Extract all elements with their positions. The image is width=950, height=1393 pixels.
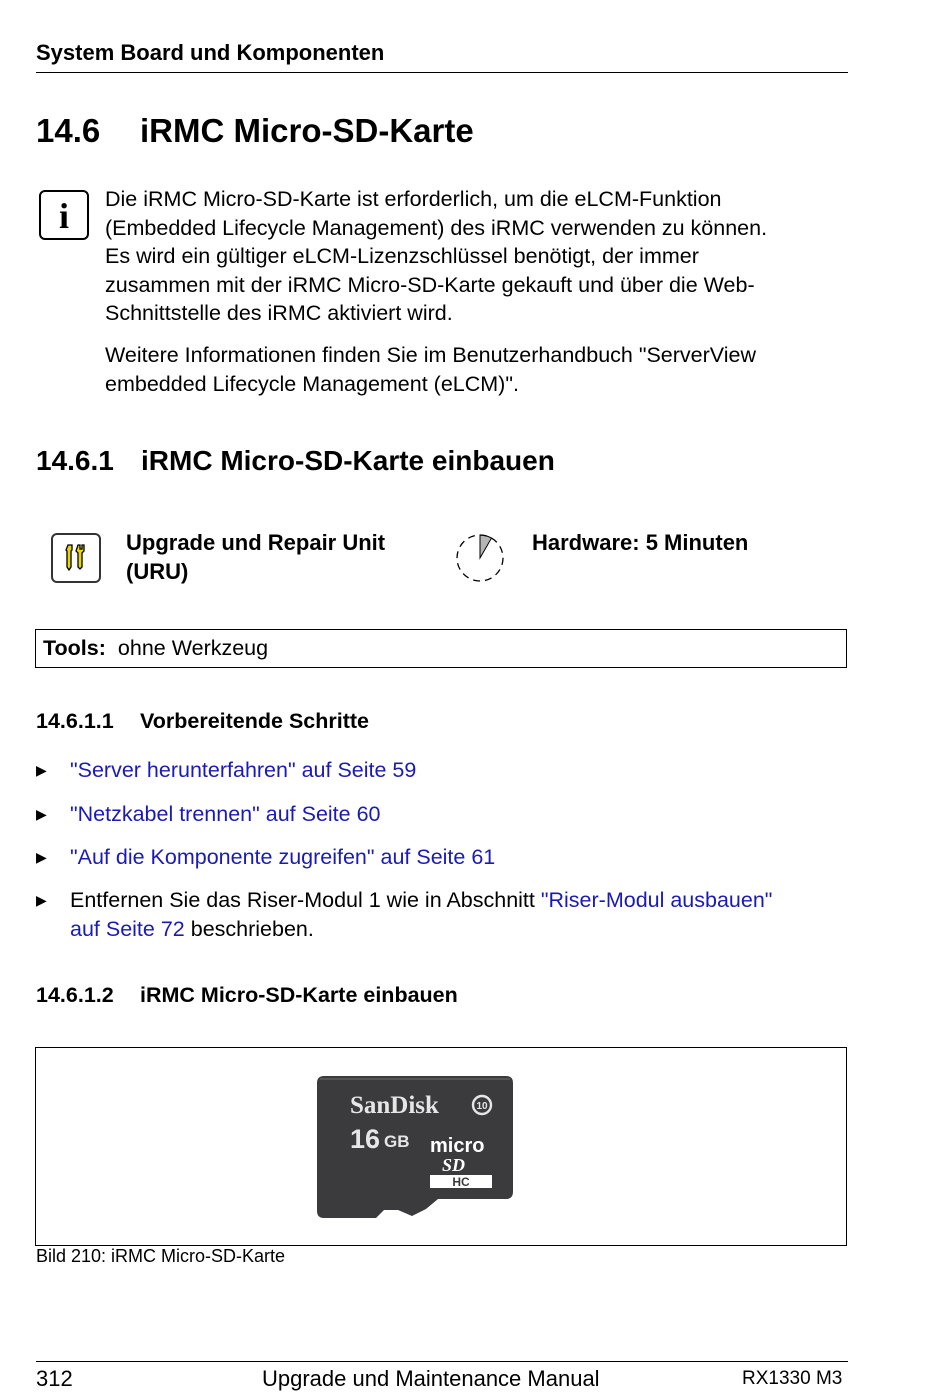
uru-label [126,528,385,586]
install-number: 14.6.1.2 [36,983,114,1007]
section-title: iRMC Micro-SD-Karte [140,112,474,149]
xref-link[interactable]: auf Seite 72 [70,916,185,941]
bullet-arrow-icon: ▶ [36,762,47,778]
card-brand: SanDisk [350,1092,439,1119]
xref-link[interactable]: "Riser-Modul ausbauen" [540,888,773,912]
note-line: Weitere Informationen finden Sie im Benutzerhandbuch "ServerView [105,343,757,367]
info-note-more [105,341,840,398]
time-estimate: Hardware: 5 Minuten [532,530,749,555]
subsection-number: 14.6.1 [36,445,114,476]
card-unit: GB [384,1132,410,1151]
tools-label: Tools: [43,636,106,660]
uru-line: (URU) [126,559,189,584]
note-line: embedded Lifecycle Management (eLCM)". [105,371,519,396]
step-text: Entfernen Sie das Riser-Modul 1 wie in Abschnitt [70,888,541,912]
section-number: 14.6 [36,112,101,149]
install-title: iRMC Micro-SD-Karte einbauen [140,983,458,1007]
tools-box [35,629,847,668]
xref-link[interactable]: "Netzkabel trennen" auf Seite 60 [70,802,381,826]
prep-number: 14.6.1.1 [36,709,114,733]
card-logo-mid: SD [442,1155,466,1175]
note-line: (Embedded Lifecycle Management) des iRMC verwenden zu können. [105,215,768,240]
footer-rule [36,1361,848,1362]
info-icon: i [39,190,89,240]
note-line: zusammen mit der iRMC Micro-SD-Karte gekauft und über die Web- [105,272,755,297]
info-note [105,185,840,328]
wrench-screwdriver-icon [51,533,101,583]
page-number: 312 [36,1366,73,1391]
running-header: System Board und Komponenten [36,40,385,65]
note-line: Es wird ein gültiger eLCM-Lizenzschlüssel benötigt, der immer [105,244,699,268]
prep-title: Vorbereitende Schritte [140,709,369,733]
card-class: 10 [476,1101,488,1112]
prep-heading [36,709,369,734]
bullet-arrow-icon: ▶ [36,806,47,822]
note-line: Die iRMC Micro-SD-Karte ist erforderlich, um die eLCM-Funktion [105,187,722,211]
section-heading [36,112,474,150]
xref-link[interactable]: "Server herunterfahren" auf Seite 59 [70,758,417,782]
micro-sd-card-image [314,1074,516,1222]
model-name: RX1330 M3 [742,1368,843,1389]
bullet-arrow-icon: ▶ [36,892,47,908]
card-logo-top: micro [430,1135,485,1157]
tools-value: ohne Werkzeug [117,636,269,660]
subsection-heading [36,445,555,477]
card-logo-bottom: HC [452,1175,470,1189]
bullet-arrow-icon: ▶ [36,849,47,865]
clock-icon [452,530,508,586]
note-line: Schnittstelle des iRMC aktiviert wird. [105,301,453,325]
figure-frame [35,1047,847,1246]
header-rule [36,72,848,73]
uru-line: Upgrade und Repair Unit [126,530,386,555]
figure-caption: Bild 210: iRMC Micro-SD-Karte [36,1246,286,1266]
card-capacity: 16 [350,1124,381,1154]
xref-link[interactable]: "Auf die Komponente zugreifen" auf Seite 61 [70,845,496,869]
step-text: beschrieben. [184,916,314,941]
subsection-title: iRMC Micro-SD-Karte einbauen [141,445,555,476]
install-heading [36,983,458,1008]
manual-title: Upgrade und Maintenance Manual [262,1366,600,1391]
